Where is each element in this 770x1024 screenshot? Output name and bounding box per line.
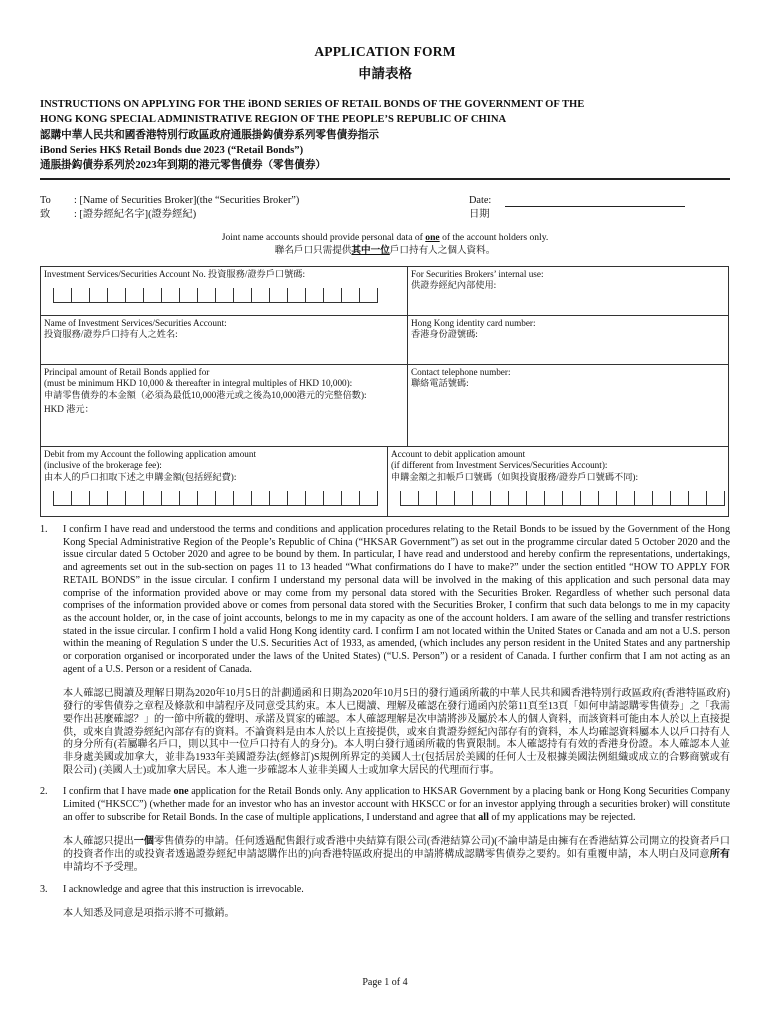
contact-phone-cell[interactable] [408, 365, 728, 446]
item-text-en: I confirm I have read and understood the terms and conditions and application procedures relating to the Retail Bonds to be issued by the Government of the Hong Kong Special Administrative Region of the People’s Republic of China (“HKSAR Government”) as set out in the programme circular dated 5 October 2020 and the issue circular dated 5 October 2020 and agree to be bound by them. In particular, I have read and understood and hereby confirm the representations, undertakings, and agreements set out in the sub-section on pages 11 to 13 headed “What confirmations do I have to make?” under the section entitled “HOW TO APPLY FOR RETAIL BONDS” in the issue circular. I confirm I understand my personal data will be involved in the making of this application and such personal data may comprise of the information provided above or may come from my personal data stored with the Securities Broker. Regardless of whether such personal data comprises of the information provided above or comes from personal data stored with the Securities Broker, I confirm that such data belongs to me in my capacity as the account holder, or, in the case of joint accounts, belongs to me in my capacity as one of the account holders. I am aware of the selling and transfer restrictions stated in the issue circular. I confirm I hold a valid Hong Kong identity card. I confirm I am not located within the United States or Canada and am not a U.S. person within the meaning of Regulation S under the U.S. Securities Act of 1933, as amended, (which includes any person resident in the United States and any partnership or corporation organised or incorporated under the laws of the United States) (“U.S. Person”) or a resident of Canada. I further confirm that I am not acting as an agent of a U.S. Person or a resident of Canada. [63, 524, 730, 675]
debit-account-label-en-2: (if different from Investment Services/Securities Account): [391, 460, 608, 471]
page-number: Page 1 of 4 [362, 977, 408, 988]
principal-label-en-2: (must be minimum HKD 10,000 & thereafter in integral multiples of HKD 10,000): [44, 378, 353, 389]
joint-note-en-end: of the account holders only. [439, 232, 549, 243]
item-text-en: I acknowledge and agree that this instruction is irrevocable. [63, 883, 304, 895]
table-row [41, 447, 728, 516]
internal-use-label-zh: 供證券經紀內部使用: [411, 280, 497, 291]
contact-label-zh: 聯絡電話號碼: [411, 378, 469, 389]
account-name-label-zh: 投資服務/證券戶口持有人之姓名: [44, 329, 178, 340]
instructions-line-4: iBond Series HK$ Retail Bonds due 2023 (“Retail Bonds”) [40, 144, 304, 156]
debit-amount-boxes[interactable] [53, 491, 384, 506]
hkid-label-zh: 香港身份證號碼: [411, 329, 478, 340]
account-name-label-en: Name of Investment Services/Securities Account: [44, 318, 227, 328]
table-row [41, 316, 728, 365]
joint-note-en: Joint name accounts should provide personal data of [221, 232, 426, 243]
instructions-line-1: INSTRUCTIONS ON APPLYING FOR THE iBOND SERIES OF RETAIL BONDS OF THE GOVERNMENT OF THE [40, 99, 585, 110]
instructions-line-2: HONG KONG SPECIAL ADMINISTRATIVE REGION OF THE PEOPLE’S REPUBLIC OF CHINA [40, 114, 507, 126]
account-number-boxes[interactable] [53, 288, 404, 303]
heading-divider [40, 178, 730, 180]
to-label-en: To [40, 195, 51, 206]
item-number: 1. [40, 524, 48, 535]
item-text-zh: 本人確認只提出一個零售債券的申請。任何透過配售銀行或香港中央結算有限公司(香港結算公司)(不論申請是由擁有在香港結算公司開立的投資者戶口的投資者作出的或投資者透過證券經紀申請認購作出的)向香港特區政府提出的申請將構成認購零售債券之要約。如有重覆申請，本人明白及同意所有申請均不予受理。 [63, 836, 731, 873]
account-number-cell [41, 267, 408, 315]
debit-account-label-en: Account to debit application amount [391, 449, 526, 459]
form-title-en: APPLICATION FORM [314, 44, 456, 59]
hkid-cell[interactable] [408, 316, 728, 364]
list-item [40, 884, 730, 921]
date-label-en: Date: [469, 195, 492, 206]
internal-use-label-en: For Securities Brokers’ internal use: [411, 269, 544, 279]
item-number: 2. [40, 786, 48, 798]
instructions-line-5: 通脹掛鈎債券系列於2023年到期的港元零售債券（零售債券） [40, 160, 327, 172]
item-text-zh: 本人知悉及同意是項指示將不可撤銷。 [63, 908, 235, 920]
date-block [469, 194, 491, 222]
table-row [41, 267, 728, 316]
list-item [40, 524, 730, 777]
principal-amount-cell[interactable] [41, 365, 408, 446]
joint-note-en-emph: one [425, 232, 440, 243]
debit-label-en-2: (inclusive of the brokerage fee): [44, 460, 162, 471]
instructions-heading [40, 97, 730, 173]
to-label-zh: 致 [40, 209, 51, 220]
internal-use-cell [408, 267, 728, 315]
debit-account-boxes[interactable] [400, 491, 725, 506]
principal-label-zh: 申請零售債券的本金額（必須為最低10,000港元或之後為10,000港元的完整倍數): [44, 389, 367, 400]
application-details-table [40, 266, 729, 517]
to-value-en: : [Name of Securities Broker](the “Securities Broker”) [74, 195, 300, 206]
debit-amount-cell[interactable] [41, 447, 388, 516]
principal-label-en: Principal amount of Retail Bonds applied for [44, 367, 210, 377]
contact-label-en: Contact telephone number: [411, 367, 511, 377]
debit-account-cell [388, 447, 728, 516]
principal-hkd-label: HKD 港元： [44, 404, 94, 415]
table-row [41, 365, 728, 447]
joint-note-zh-end: 戶口持有人之個人資料。 [389, 244, 496, 256]
list-item [40, 786, 730, 874]
debit-label-zh: 由本人的戶口扣取下述之申購金額(包括經紀費): [44, 471, 237, 482]
joint-account-note [0, 232, 770, 257]
account-name-cell[interactable] [41, 316, 408, 364]
form-title-zh: 申請表格 [358, 66, 412, 81]
item-text-en: I confirm that I have made one application for the Retail Bonds only. Any application to HKSAR Government by a placing bank or Hong Kong Securities Company Limited (“HKSCC”) (whether made for an investor who has an investor account with HKSCC or for an investor applying through a securities broker) will constitute an offer to subscribe for Retail Bonds. In the case of multiple applications, I understand and agree that all of my applications may be rejected. [63, 786, 730, 823]
confirmations-list [40, 524, 730, 930]
debit-account-label-zh: 申購金額之扣帳戶口號碼（如與投資服務/證券戶口號碼不同): [391, 471, 639, 482]
joint-note-zh-emph: 其中一位 [351, 244, 390, 256]
item-number: 3. [40, 883, 48, 895]
date-label-zh: 日期 [469, 209, 490, 220]
date-field[interactable] [505, 206, 685, 207]
joint-note-zh: 聯名戶口只需提供 [274, 244, 352, 256]
debit-label-en: Debit from my Account the following application amount [44, 449, 257, 459]
account-number-label: Investment Services/Securities Account No. 投資服務/證券戶口號碼: [44, 269, 306, 279]
hkid-label-en: Hong Kong identity card number: [411, 318, 536, 328]
recipient-block [40, 194, 299, 222]
instructions-line-3: 認購中華人民共和國香港特別行政區政府通脹掛鈎債券系列零售債券指示 [40, 129, 379, 141]
to-value-zh: : [證券經紀名字](證券經紀) [74, 209, 197, 220]
item-text-zh: 本人確認已閱讀及理解日期為2020年10月5日的計劃通函和日期為2020年10月5日的發行通函所載的中華人民共和國香港特別行政區政府(香港特區政府)發行的零售債券之章程及條款和申請程序及同意受其約束。本人已閱讀、理解及確認在發行通函內於第11頁至13頁「如何申請認購零售債券」之「我需要作出甚麼確認？」的一節中所載的聲明、承諾及買家的確認。本人確認理解是次申請將涉及屬於本人的個人資料，而該資料可能由本人於以上直接提供，或來自貴證券經紀內部存有的資料。不論資料是由本人於以上直接提供，或來自貴證券經紀內部存有的資料，本人均確認資料屬本人以戶口持有人的身分所有(若屬聯名戶口，則以其中一位戶口持有人的身分)。本人明白發行通函所載的售賣限制。本人確認持有有效的香港身份證。本人確認本人並非身處美國或加拿大，並非為1933年美國證券法(經修訂)S規例所界定的美國人士(包括居於美國的任何人士及根據美國法例組織或成立的合夥商號或有限公司) (美國人士)或加拿大居民。本人進一步確認本人並非美國人士或加拿大居民的代理而行事。 [63, 688, 730, 776]
